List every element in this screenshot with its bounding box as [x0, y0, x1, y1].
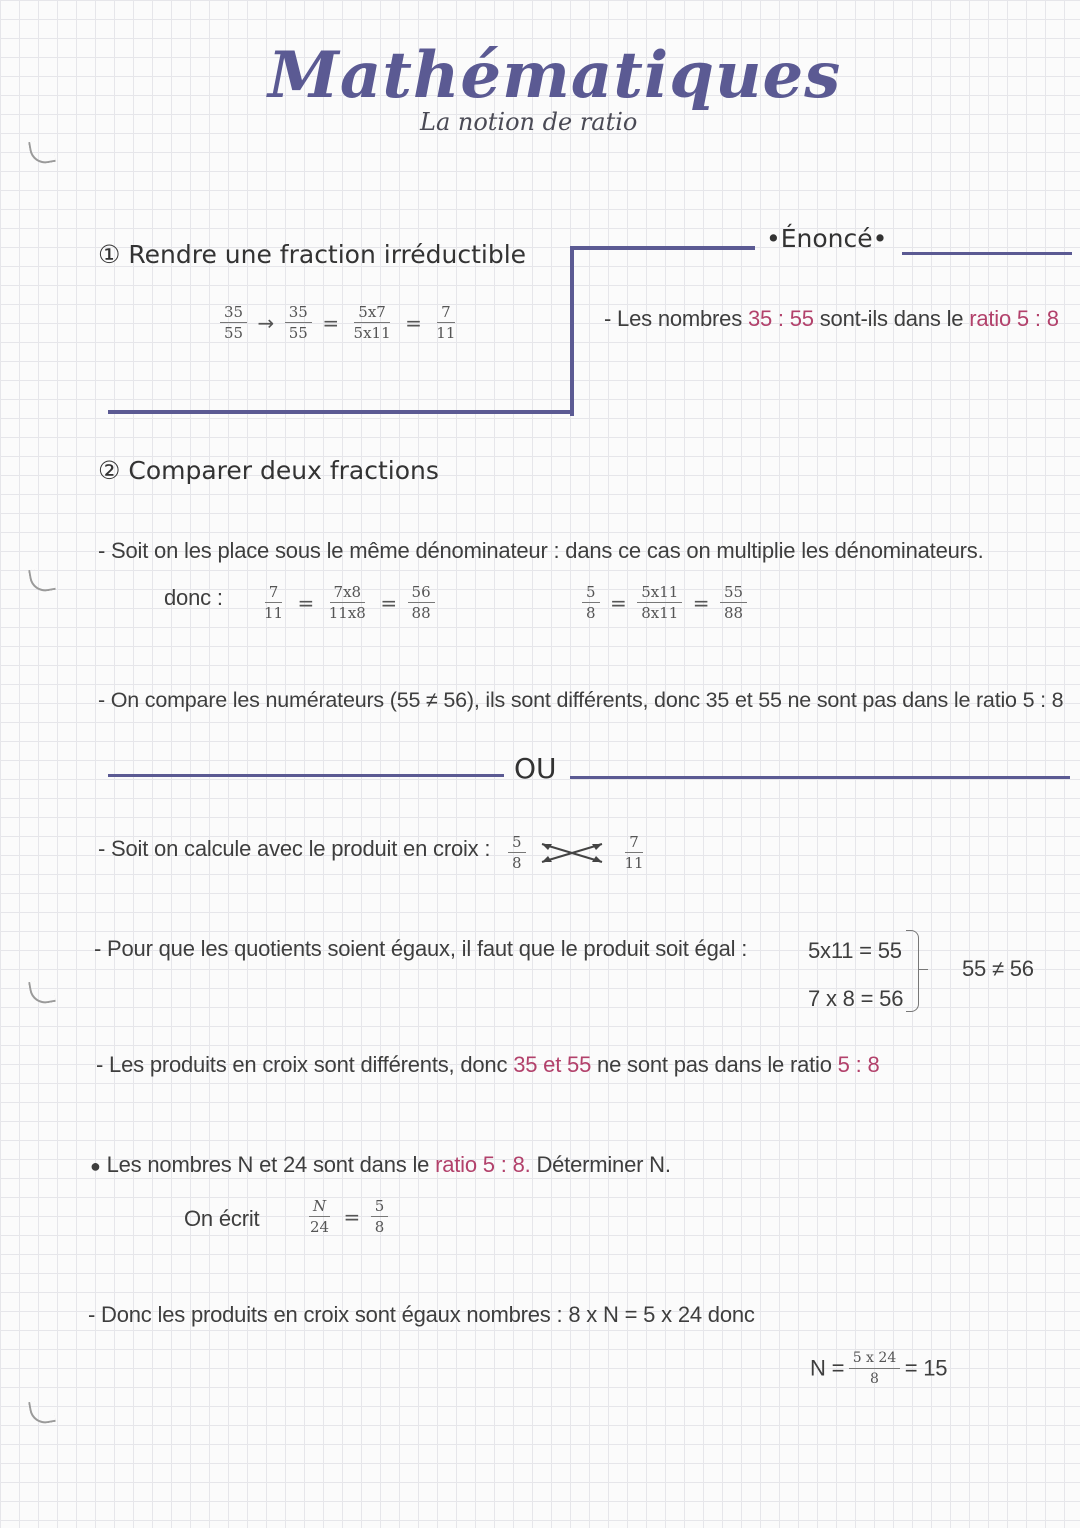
divider-line — [570, 246, 574, 416]
arrow-icon: → — [257, 310, 275, 335]
section2-line1: - Soit on les place sous le même dénominateur : dans ce cas on multiplie les dénominateurs. — [98, 538, 984, 563]
section2-line2: - On compare les numérateurs (55 ≠ 56), ils sont différents, donc 35 et 55 ne sont pas dans le ratio 5 : 8 — [98, 688, 1064, 712]
binder-hole — [28, 566, 56, 594]
section2-number: ② — [98, 456, 121, 485]
page-subtitle: La notion de ratio — [420, 108, 638, 136]
fraction: $\frac{35}{55}$ — [220, 304, 247, 341]
final-result: N = $\frac{5 x 24}{8}$ = 15 — [810, 1350, 948, 1387]
section1-number: ① — [98, 240, 121, 269]
fractions-b — [582, 584, 747, 621]
fraction: $\frac{7}{11}$ — [264, 583, 284, 622]
equals-sign: = — [297, 590, 315, 615]
equals-sign: = — [380, 590, 398, 615]
fractions-a — [260, 584, 435, 621]
exercise-statement: ● Les nombres N et 24 sont dans le ratio 5 : 8. Déterminer N. — [90, 1152, 671, 1177]
fraction: $\frac{7x8}{11x8}$ — [328, 583, 366, 622]
page-title: Mathématiques — [268, 38, 842, 113]
equals-sign: = — [343, 1204, 361, 1229]
section2-line5: - Les produits en croix sont différents, donc 35 et 55 ne sont pas dans le ratio 5 : 8 — [96, 1052, 880, 1077]
section1-title: Rendre une fraction irréductible — [128, 240, 527, 269]
fraction: $\frac{5}{8}$ — [582, 584, 600, 621]
ou-label: OU — [514, 752, 557, 785]
fraction: $\frac{7}{11}$ — [436, 303, 456, 342]
divider-line — [570, 776, 1070, 779]
equals-sign: = — [610, 590, 627, 615]
fraction: $\frac{56}{88}$ — [408, 584, 435, 621]
fraction: $\frac{5}{8}$ — [508, 834, 526, 871]
product-2: 7 x 8 = 56 — [808, 986, 904, 1011]
fraction: $\frac{5x11}{8x11}$ — [637, 584, 682, 621]
equals-sign: = — [405, 310, 422, 335]
enonce-text: - Les nombres 35 : 55 sont-ils dans le ratio 5 : 8 — [604, 306, 1059, 331]
fraction: $\frac{55}{88}$ — [720, 584, 747, 621]
section1-heading — [98, 240, 526, 269]
divider-line — [108, 774, 504, 777]
divider-line — [902, 252, 1072, 255]
section2-title: Comparer deux fractions — [128, 456, 439, 485]
fraction: $\frac{N}{24}$ — [310, 1197, 330, 1236]
section2-heading — [98, 456, 439, 485]
fraction: $\frac{7}{11}$ — [624, 833, 644, 872]
exercise-line: - Donc les produits en croix sont égaux nombres : 8 x N = 5 x 24 donc — [88, 1302, 755, 1327]
equals-sign: = — [692, 590, 710, 615]
section1-fractions — [220, 304, 459, 341]
fraction: $\frac{5}{8}$ — [371, 1198, 389, 1235]
binder-hole — [28, 1398, 56, 1426]
fraction: $\frac{35}{55}$ — [285, 304, 312, 341]
product-result: 55 ≠ 56 — [962, 956, 1034, 981]
equals-sign: = — [322, 310, 340, 335]
on-ecrit-label: On écrit — [184, 1206, 260, 1231]
binder-hole — [28, 138, 56, 166]
exercise-equation — [306, 1198, 388, 1235]
fraction: $\frac{5x7}{5x11}$ — [353, 303, 391, 342]
divider-line — [570, 246, 755, 250]
section2-line4: - Pour que les quotients soient égaux, il faut que le produit soit égal : — [94, 936, 748, 961]
enonce-label: •Énoncé• — [766, 224, 888, 253]
product-1: 5x11 = 55 — [808, 938, 902, 963]
cross-arrows-icon — [538, 838, 608, 868]
binder-hole — [28, 978, 56, 1006]
brace-tip — [918, 969, 928, 970]
brace-icon — [906, 930, 919, 1012]
cross-product — [508, 834, 648, 871]
divider-line — [108, 410, 574, 414]
bullet-icon: ● — [90, 1156, 101, 1176]
donc-label: donc : — [164, 585, 223, 610]
fraction: $\frac{5 x 24}{8}$ — [849, 1350, 901, 1387]
section2-line3: - Soit on calcule avec le produit en croix : — [98, 836, 491, 861]
